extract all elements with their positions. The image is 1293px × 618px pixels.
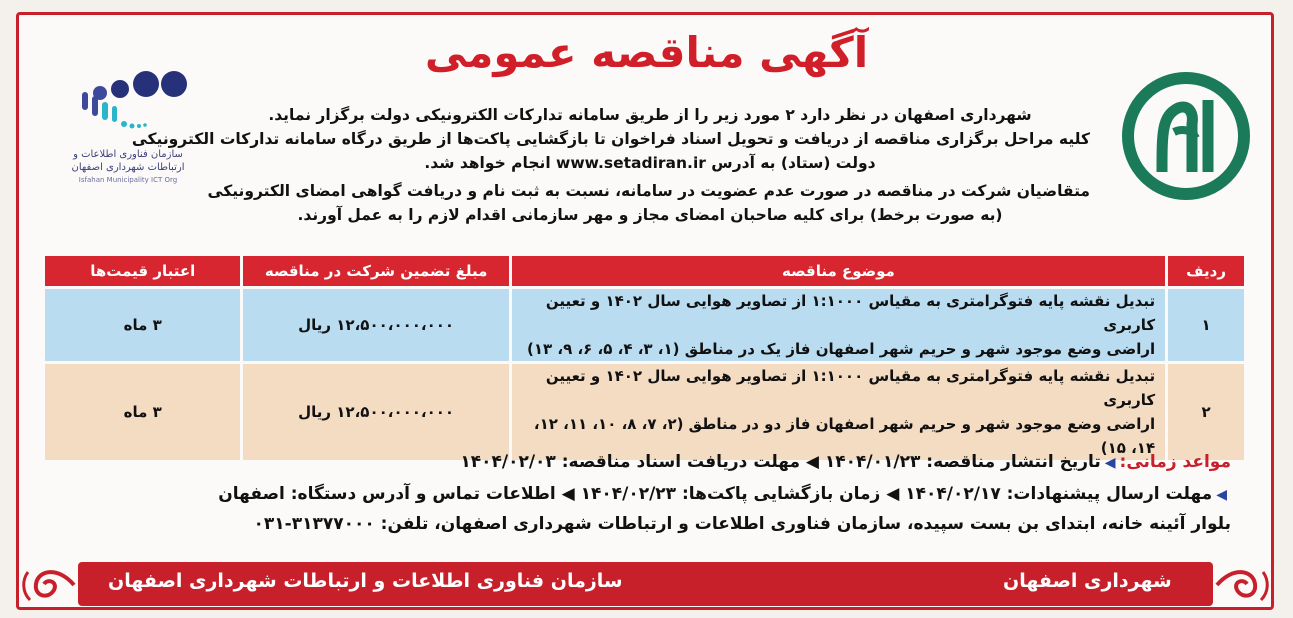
intro-line-2: کلیه مراحل برگزاری مناقصه از دریافت و تحویل اسناد فراخوان تا بازگشایی پاکت‌ها از طریق درگاه سامانه تدارکات الکترونیکی: [131, 130, 1090, 148]
schedule-dates-2: مهلت ارسال پیشنهادات: ۱۴۰۴/۰۲/۱۷ ◀ زمان بازگشایی پاکت‌ها: ۱۴۰۴/۰۲/۲۳ ◀ اطلاعات تماس و آدرس دستگاه: اصفهان: [218, 484, 1213, 504]
ict-org-name-en: Isfahan Municipality ICT Org: [78, 176, 178, 184]
ornament-swirl-icon: [1213, 562, 1273, 608]
table-row: [45, 289, 1244, 361]
row-subject-line: تبدیل نقشه پایه فتوگرامتری به مقیاس ۱:۱۰۰۰ از تصاویر هوایی سال ۱۴۰۲ و تعیین کاربری: [545, 292, 1156, 334]
row-validity: ۳ ماه: [45, 364, 240, 460]
row-index: ۱: [1168, 289, 1244, 361]
footer-municipality: شهرداری اصفهان: [1003, 570, 1172, 592]
tender-table: [42, 253, 1247, 463]
arrow-left-icon: ◀: [1216, 487, 1227, 503]
intro-line-5: (به صورت برخط) برای کلیه صاحبان امضای مجاز و مهر سازمانی اقدام لازم را به عمل آورند.: [297, 206, 1003, 224]
row-amount: ۱۲،۵۰۰،۰۰۰،۰۰۰ ریال: [243, 364, 508, 460]
table-row: [45, 364, 1244, 460]
row-subject-line: اراضی وضع موجود شهر و حریم شهر اصفهان فاز یک در مناطق (۱، ۳، ۴، ۵، ۶، ۹، ۱۳): [526, 340, 1156, 358]
row-amount: ۱۲،۵۰۰،۰۰۰،۰۰۰ ریال: [243, 289, 508, 361]
row-subject: [512, 289, 1165, 361]
ict-org-name: سازمان فناوری اطلاعات و ارتباطات شهرداری اصفهان: [71, 149, 185, 173]
footer: [18, 562, 1273, 608]
row-subject: [512, 364, 1165, 460]
header-subject: موضوع مناقصه: [512, 256, 1165, 286]
footer-org-name: سازمان فناوری اطلاعات و ارتباطات شهرداری اصفهان: [108, 570, 623, 592]
schedule-label: مواعد زمانی:: [1119, 452, 1231, 472]
intro-line-4: متقاضیان شرکت در مناقصه در صورت عدم عضویت در سامانه، نسبت به ثبت نام و دریافت گواهی امضای الکترونیکی: [207, 182, 1090, 200]
header-validity: اعتبار قیمت‌ها: [45, 256, 240, 286]
notice-title: آگهی مناقصه عمومی: [424, 28, 869, 77]
schedule-line-2: [218, 484, 1231, 504]
row-subject-line: تبدیل نقشه پایه فتوگرامتری به مقیاس ۱:۱۰۰۰ از تصاویر هوایی سال ۱۴۰۲ و تعیین کاربری: [545, 367, 1156, 409]
row-validity: ۳ ماه: [45, 289, 240, 361]
isfahan-municipality-logo-icon: [1122, 72, 1250, 200]
intro-line-1: شهرداری اصفهان در نظر دارد ۲ مورد زیر را از طریق سامانه تدارکات الکترونیکی دولت برگزار نماید.: [268, 106, 1032, 124]
schedule-line-1: [460, 452, 1231, 472]
schedule-line-3: بلوار آئینه خانه، ابتدای بن بست سپیده، سازمان فناوری اطلاعات و ارتباطات شهرداری اصفهان، تلفن: ۳۱۳۷۷۰۰۰-۰۳۱: [253, 514, 1231, 534]
header-index: ردیف: [1168, 256, 1244, 286]
row-subject-line: اراضی وضع موجود شهر و حریم شهر اصفهان فاز دو در مناطق (۲، ۷، ۸، ۱۰، ۱۱، ۱۲، ۱۴، ۱۵): [533, 415, 1156, 457]
row-index: ۲: [1168, 364, 1244, 460]
arrow-left-icon: ◀: [1104, 455, 1116, 471]
schedule-dates-1: تاریخ انتشار مناقصه: ۱۴۰۴/۰۱/۲۳ ◀ مهلت دریافت اسناد مناقصه: ۱۴۰۴/۰۲/۰۳: [460, 452, 1101, 472]
header-amount: مبلغ تضمین شرکت در مناقصه: [243, 256, 508, 286]
ornament-swirl-icon: [18, 562, 78, 608]
intro-line-3: دولت (ستاد) به آدرس www.setadiran.ir انجام خواهد شد.: [424, 154, 876, 172]
table-header-row: [45, 256, 1244, 286]
